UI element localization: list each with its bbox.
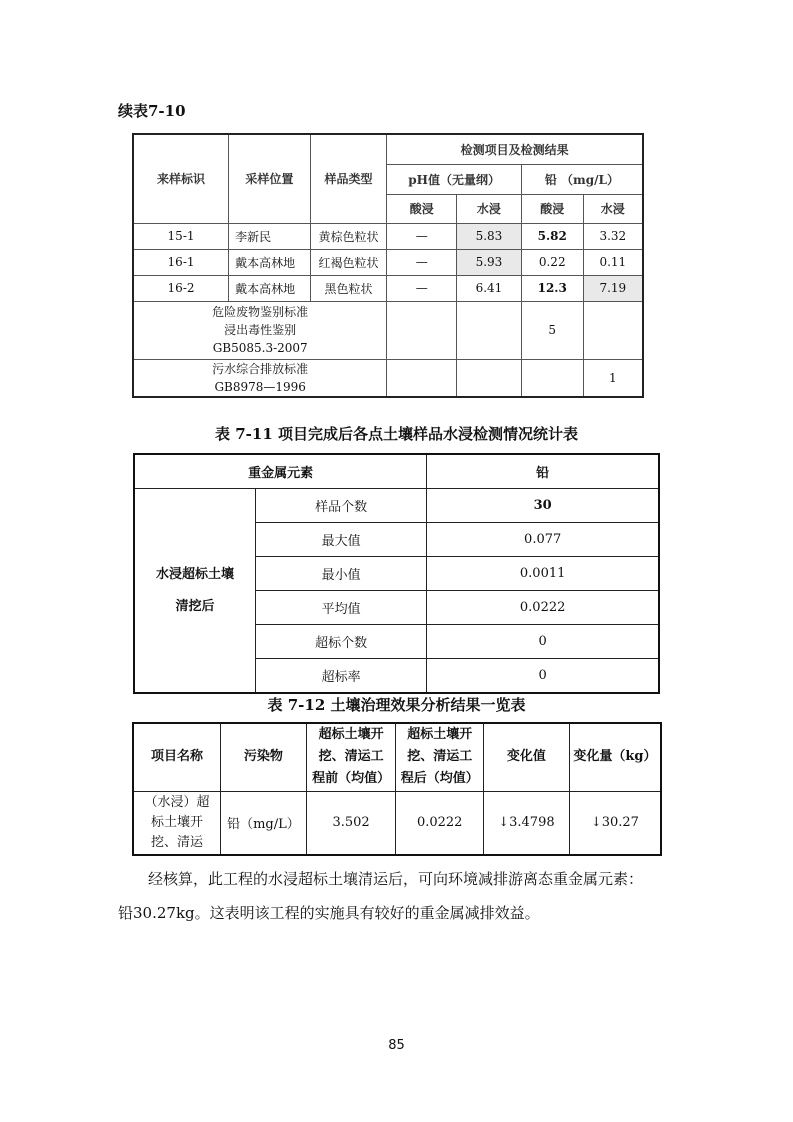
- table-7-10-caption: 续表7-10: [118, 102, 186, 120]
- cell-line: 标土壤开: [151, 814, 204, 830]
- cell-empty: [521, 359, 583, 397]
- header-line: 超标土壤开: [407, 727, 473, 743]
- cell-type: 黑色粒状: [310, 275, 387, 301]
- cell-project-name: [133, 791, 221, 855]
- table-7-12-caption: 表 7-12 土壤治理效果分析结果一览表: [267, 696, 526, 714]
- cell-ph-acid: —: [387, 275, 457, 301]
- cell-type: 红褐色粒状: [310, 249, 387, 275]
- cell-ph-water: 6.41: [457, 275, 522, 301]
- table-row: [133, 249, 643, 275]
- header-pb-acid: 酸浸: [521, 194, 583, 223]
- header-before: [306, 723, 396, 791]
- row-label: 样品个数: [256, 489, 427, 523]
- header-ph: pH值（无量纲）: [387, 164, 521, 194]
- cell-position: 戴本高林地: [229, 275, 311, 301]
- cell-ph-water: 5.83: [457, 223, 522, 249]
- group-line: 清挖后: [175, 598, 215, 614]
- table-row: [133, 275, 643, 301]
- cell-pb-water: 0.11: [583, 249, 643, 275]
- cell-ph-acid: —: [387, 223, 457, 249]
- cell-change-kg: ↓30.27: [569, 791, 661, 855]
- cell-pb-acid: 5.82: [521, 223, 583, 249]
- header-ph-acid: 酸浸: [387, 194, 457, 223]
- table-row: [134, 489, 659, 523]
- cell-before: 3.502: [306, 791, 396, 855]
- cell-pb-acid: 12.3: [521, 275, 583, 301]
- row-label: 最大值: [256, 523, 427, 557]
- cell-empty: [457, 359, 522, 397]
- standard-row-hazardous: [133, 301, 643, 359]
- standard-line: 危险废物鉴别标准: [212, 305, 309, 319]
- cell-change: ↓3.4798: [484, 791, 570, 855]
- cell-pb-water: 7.19: [583, 275, 643, 301]
- row-value: 0.0222: [427, 591, 659, 625]
- group-line: 水浸超标土壤: [156, 566, 235, 582]
- row-label: 平均值: [256, 591, 427, 625]
- summary-line-1: 经核算，此工程的水浸超标土壤清运后，可向环境减排游离态重金属元素：: [148, 870, 644, 888]
- header-ph-water: 水浸: [457, 194, 522, 223]
- header-line: 挖、清运工: [407, 749, 473, 765]
- cell-after: 0.0222: [396, 791, 484, 855]
- standard-line: 浸出毒性鉴别: [224, 323, 297, 337]
- cell-pb-acid: 0.22: [521, 249, 583, 275]
- page-number: 85: [388, 1038, 405, 1053]
- header-test-results: 检测项目及检测结果: [387, 134, 643, 164]
- group-label: [134, 489, 256, 694]
- table-7-11-caption: 表 7-11 项目完成后各点土壤样品水浸检测情况统计表: [215, 425, 578, 443]
- header-lead: 铅 （mg/L）: [521, 164, 643, 194]
- standard-row-wastewater: [133, 359, 643, 397]
- table-row: [133, 791, 661, 855]
- cell-ph-water: 5.93: [457, 249, 522, 275]
- header-project-name: 项目名称: [133, 723, 221, 791]
- cell-line: 挖、清运: [151, 834, 204, 850]
- row-value: 0: [427, 625, 659, 659]
- row-value: 0.077: [427, 523, 659, 557]
- row-value: 0.0011: [427, 557, 659, 591]
- cell-line: （水浸）超: [144, 794, 210, 810]
- standard-wastewater-label: [133, 359, 387, 397]
- cell-empty: [387, 359, 457, 397]
- cell-empty: [457, 301, 522, 359]
- header-line: 程前（均值）: [312, 771, 391, 787]
- cell-pb-water: 3.32: [583, 223, 643, 249]
- standard-hazardous-label: [133, 301, 387, 359]
- table-7-10: [132, 133, 644, 398]
- header-sample-id: 来样标识: [133, 134, 229, 223]
- cell-type: 黄棕色粒状: [310, 223, 387, 249]
- standard-line: GB5085.3-2007: [212, 341, 308, 355]
- standard-line: GB8978—1996: [214, 379, 306, 394]
- cell-position: 李新民: [229, 223, 311, 249]
- header-sample-position: 采样位置: [229, 134, 311, 223]
- table-row: [133, 223, 643, 249]
- standard-wastewater-value: 1: [583, 359, 643, 397]
- cell-pollutant: 铅（mg/L）: [221, 791, 307, 855]
- header-pb-water: 水浸: [583, 194, 643, 223]
- header-line: 超标土壤开: [318, 727, 384, 743]
- header-heavy-metal: 重金属元素: [134, 454, 427, 489]
- header-line: 程后（均值）: [400, 771, 479, 787]
- header-lead: 铅: [427, 454, 659, 489]
- row-label: 最小值: [256, 557, 427, 591]
- standard-hazardous-value: 5: [521, 301, 583, 359]
- standard-line: 污水综合排放标准: [212, 361, 309, 376]
- cell-id: 15-1: [133, 223, 229, 249]
- header-after: [396, 723, 484, 791]
- header-line: 挖、清运工: [318, 749, 384, 765]
- cell-id: 16-1: [133, 249, 229, 275]
- row-label: 超标率: [256, 659, 427, 694]
- header-change-value: 变化值: [484, 723, 570, 791]
- row-value: 0: [427, 659, 659, 694]
- row-value: 30: [427, 489, 659, 523]
- cell-position: 戴本高林地: [229, 249, 311, 275]
- cell-ph-acid: —: [387, 249, 457, 275]
- cell-empty: [583, 301, 643, 359]
- header-sample-type: 样品类型: [310, 134, 387, 223]
- cell-empty: [387, 301, 457, 359]
- row-label: 超标个数: [256, 625, 427, 659]
- header-pollutant: 污染物: [221, 723, 307, 791]
- summary-line-2: 铅30.27kg。这表明该工程的实施具有较好的重金属减排效益。: [118, 904, 540, 922]
- cell-id: 16-2: [133, 275, 229, 301]
- table-7-12: [132, 722, 662, 856]
- table-7-11: [133, 453, 660, 694]
- header-change-kg: 变化量（kg）: [569, 723, 661, 791]
